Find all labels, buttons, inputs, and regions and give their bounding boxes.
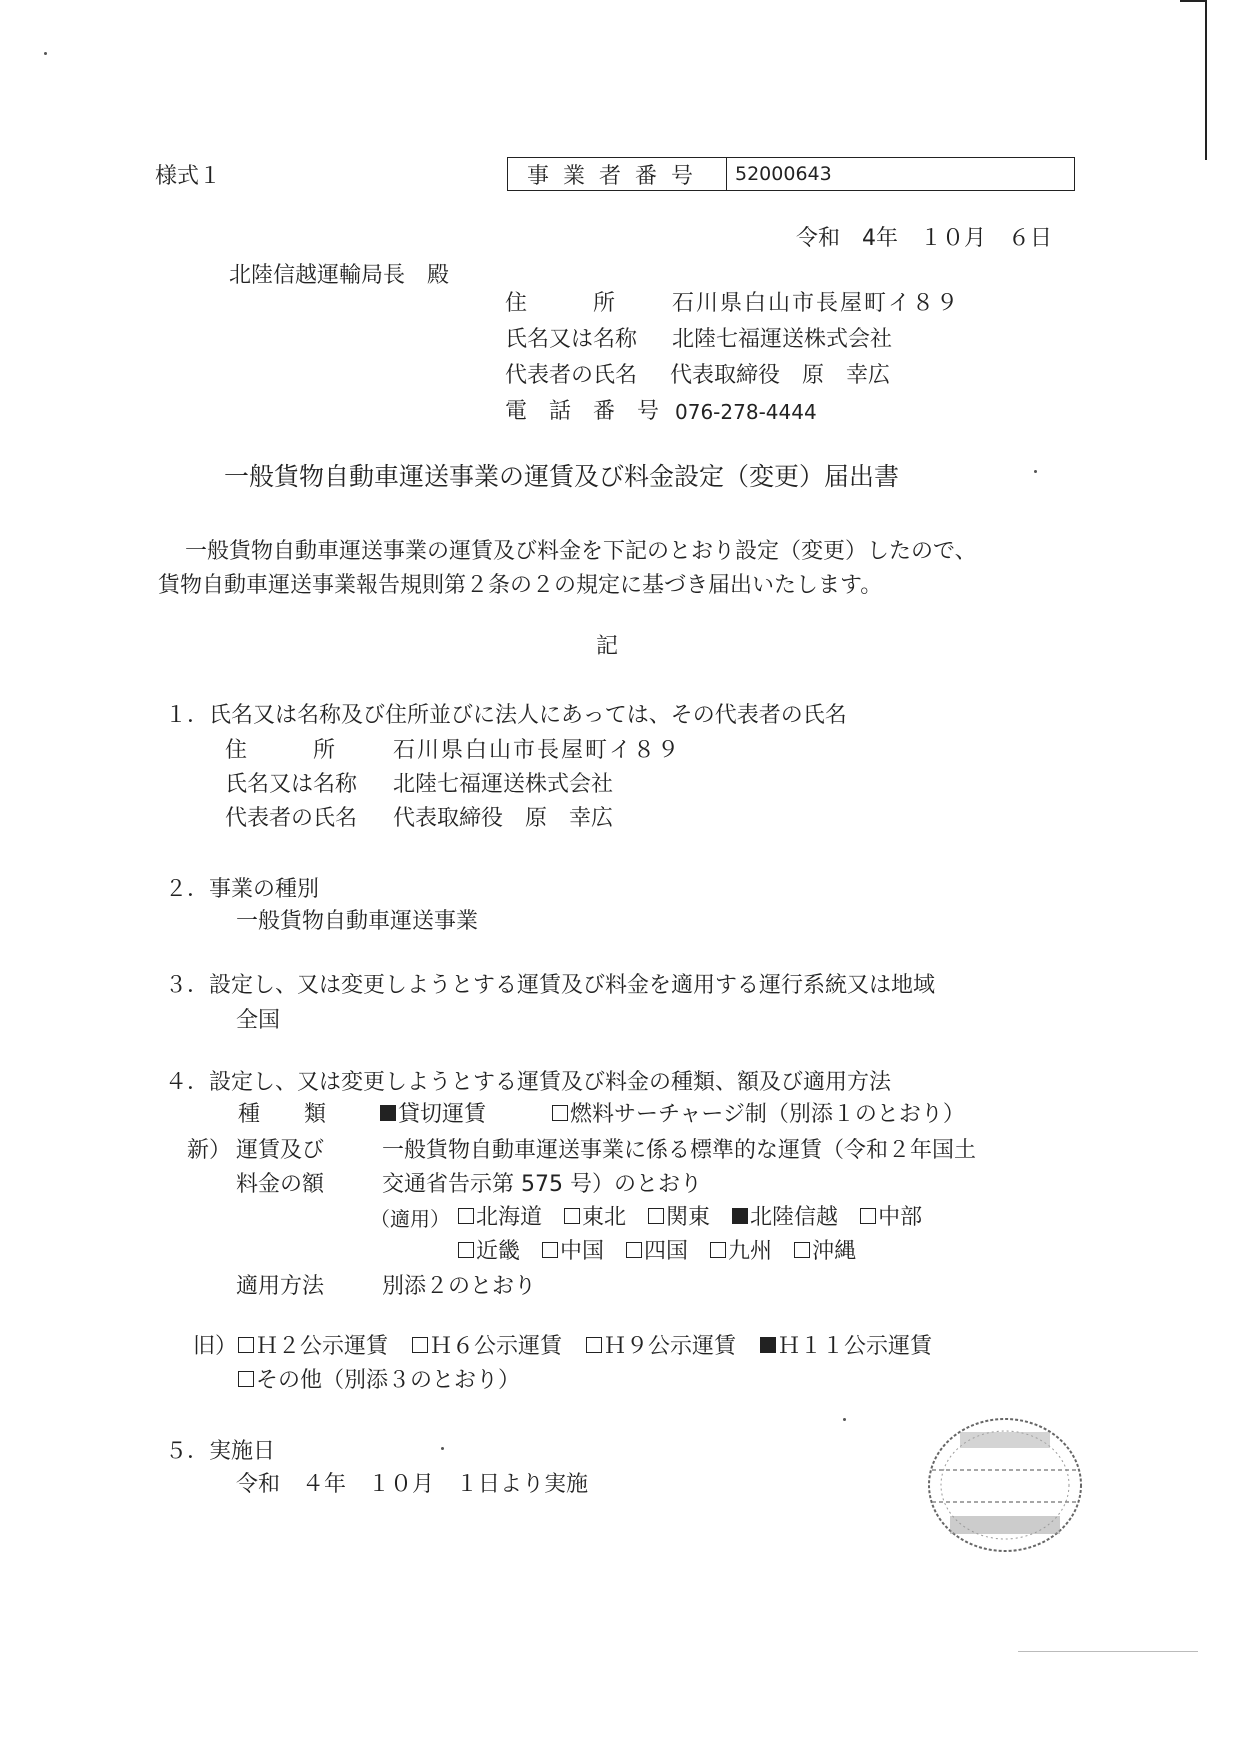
section-1-address-label: 住 所 [225,738,336,763]
applicant-name-label: 氏名又は名称 [505,327,638,352]
checkbox-option [648,1205,710,1230]
checkbox-option-label: 関東 [666,1205,711,1230]
checkbox-option-label: 沖縄 [812,1239,857,1264]
submission-date: 令和 4年 １０月 ６日 [796,226,1052,251]
checkbox-option-label: 中部 [878,1205,923,1230]
checkbox-option [586,1334,736,1359]
checkbox-empty-icon [542,1242,558,1258]
checkbox-empty-icon [238,1337,254,1353]
type-option-fuel-surcharge [552,1104,965,1126]
checkbox-option-label: 中国 [560,1239,605,1264]
checkbox-empty-icon [238,1371,254,1387]
section-2-value: 一般貨物自動車運送事業 [236,909,479,934]
checkbox-option [760,1334,932,1359]
checkbox-empty-icon [794,1242,810,1258]
checkbox-empty-icon [412,1337,428,1353]
new-marker: 新） [187,1138,232,1163]
business-number-box [507,157,1075,191]
method-label: 適用方法 [236,1274,325,1299]
checkbox-option-label: Ｈ２公示運賃 [256,1334,389,1359]
type-option-chartered-label: 貸切運賃 [398,1102,487,1127]
applicant-tel: 076-278-4444 [675,400,817,424]
scan-edge-line-top [1180,0,1206,2]
checkbox-empty-icon [860,1208,876,1224]
checkbox-checked-icon [732,1208,748,1224]
apply-prefix: （適用） [370,1207,450,1231]
scan-dot [441,1447,444,1450]
section-5-value: 令和 ４年 １０月 １日より実施 [236,1472,589,1497]
old-options-row [238,1336,956,1358]
type-option-fuel-surcharge-label: 燃料サーチャージ制（別添１のとおり） [570,1102,965,1127]
addressee: 北陸信越運輸局長 殿 [229,263,450,288]
received-stamp-icon [920,1410,1090,1560]
section-3-heading: ３．設定し、又は変更しようとする運賃及び料金を適用する運行系統又は地域 [165,973,936,998]
applicant-rep-label: 代表者の氏名 [505,363,638,388]
applicant-address-label: 住 所 [505,291,616,316]
section-1-rep: 代表取締役 原 幸広 [393,806,614,831]
checkbox-option [458,1239,520,1264]
checkbox-option [412,1334,562,1359]
scan-noise-line [1018,1651,1198,1652]
intro-line-1: 一般貨物自動車運送事業の運賃及び料金を下記のとおり設定（変更）したので、 [185,539,977,564]
checkbox-empty-icon [458,1242,474,1258]
checkbox-empty-icon [648,1208,664,1224]
section-4-heading: ４．設定し、又は変更しようとする運賃及び料金の種類、額及び適用方法 [165,1070,892,1095]
checkbox-empty-icon [586,1337,602,1353]
applicant-address: 石川県白山市長屋町イ８９ [672,291,961,316]
checkbox-option-label: 東北 [582,1205,627,1230]
checkbox-option [626,1239,688,1264]
section-1-heading: １．氏名又は名称及び住所並びに法人にあっては、その代表者の氏名 [165,703,847,728]
checkbox-option-label: Ｈ６公示運賃 [430,1334,563,1359]
checkbox-checked-icon [380,1105,396,1121]
section-1-name: 北陸七福運送株式会社 [393,772,614,797]
checkbox-empty-icon [552,1105,568,1121]
applicant-tel-label: 電 話 番 号 [505,399,660,424]
checkbox-option [458,1205,542,1230]
checkbox-empty-icon [626,1242,642,1258]
checkbox-option-label: Ｈ９公示運賃 [604,1334,737,1359]
document-title: 一般貨物自動車運送事業の運賃及び料金設定（変更）届出書 [224,462,900,491]
section-2-heading: ２．事業の種別 [165,877,320,902]
checkbox-empty-icon [458,1208,474,1224]
applicant-name: 北陸七福運送株式会社 [672,327,893,352]
regions-row-1 [458,1207,944,1229]
section-1-name-label: 氏名又は名称 [225,772,358,797]
regions-row-2 [458,1241,878,1263]
amount-label-2: 料金の額 [236,1172,325,1197]
section-4-type-label: 種 類 [238,1102,327,1127]
checkbox-option [732,1205,838,1230]
scan-edge-line [1205,0,1207,160]
section-1-rep-label: 代表者の氏名 [225,806,358,831]
checkbox-option [860,1205,922,1230]
ki-heading: 記 [596,634,619,659]
old-other-option [238,1370,520,1392]
business-number-label: 事業者番号 [508,158,727,190]
old-marker: 旧） [193,1334,238,1359]
checkbox-option-label: 北海道 [476,1205,543,1230]
applicant-rep: 代表取締役 原 幸広 [670,363,891,388]
checkbox-option-label: 北陸信越 [750,1205,839,1230]
intro-line-2: 貨物自動車運送事業報告規則第２条の２の規定に基づき届出いたします。 [158,573,883,598]
checkbox-option [542,1239,604,1264]
checkbox-option [238,1334,388,1359]
old-other-option-label: その他（別添３のとおり） [256,1368,521,1393]
amount-label-1: 運賃及び [236,1138,325,1163]
section-5-heading: ５．実施日 [165,1439,276,1464]
type-option-chartered [380,1104,486,1126]
checkbox-option-label: 九州 [728,1239,773,1264]
scan-dot [1034,470,1037,473]
checkbox-checked-icon [760,1337,776,1353]
checkbox-option-label: 四国 [644,1239,689,1264]
form-label: 様式１ [155,164,222,189]
checkbox-option [564,1205,626,1230]
method-value: 別添２のとおり [382,1274,537,1299]
checkbox-option [710,1239,772,1264]
checkbox-empty-icon [564,1208,580,1224]
scan-dot [44,52,47,55]
checkbox-option-label: Ｈ１１公示運賃 [778,1334,933,1359]
amount-line-2: 交通省告示第 575 号）のとおり [382,1172,702,1197]
checkbox-option [794,1239,856,1264]
business-number-value: 52000643 [735,163,832,185]
section-1-address: 石川県白山市長屋町イ８９ [393,738,682,763]
scan-dot [843,1418,846,1421]
section-3-value: 全国 [236,1008,281,1033]
checkbox-option-label: 近畿 [476,1239,521,1264]
checkbox-empty-icon [710,1242,726,1258]
amount-line-1: 一般貨物自動車運送事業に係る標準的な運賃（令和２年国土 [382,1138,977,1163]
